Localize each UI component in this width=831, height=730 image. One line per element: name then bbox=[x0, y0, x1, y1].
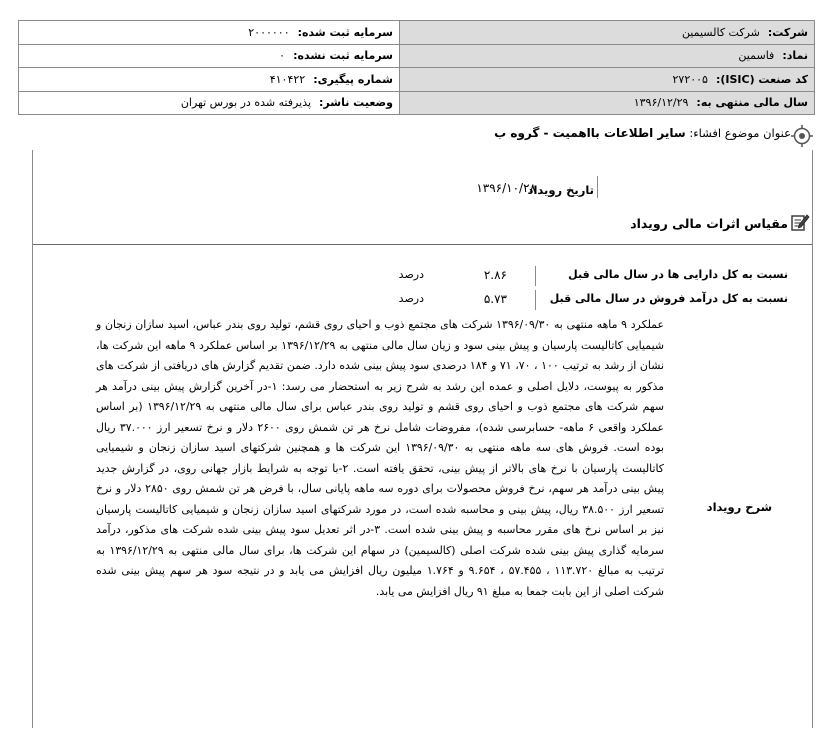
capital-unregistered-label: سرمایه ثبت نشده: bbox=[293, 49, 393, 63]
stat-divider bbox=[535, 266, 536, 286]
stat-unit: درصد bbox=[398, 268, 424, 281]
stat-label: نسبت به کل درآمد فروش در سال مالی قبل bbox=[549, 292, 788, 305]
stat-row-sales bbox=[33, 292, 812, 312]
stat-value: ۲.۸۶ bbox=[483, 268, 507, 282]
disclosure-subject bbox=[494, 126, 791, 140]
stat-label: نسبت به کل دارایی ها در سال مالی قبل bbox=[568, 268, 788, 281]
capital-unregistered-cell bbox=[19, 44, 400, 68]
company-label: شرکت: bbox=[767, 25, 808, 39]
symbol-value: فاسمین bbox=[738, 49, 775, 63]
date-divider bbox=[597, 176, 598, 198]
company-cell bbox=[400, 21, 815, 45]
symbol-cell bbox=[400, 44, 815, 68]
fiscal-year-cell bbox=[400, 91, 815, 115]
event-date-value: ۱۳۹۶/۱۰/۲۸ bbox=[476, 181, 536, 195]
financial-impact-title: مقیاس اثرات مالی رویداد bbox=[630, 216, 788, 231]
publisher-status-cell bbox=[19, 91, 400, 115]
fiscal-year-value: ۱۳۹۶/۱۲/۲۹ bbox=[633, 96, 689, 110]
stat-divider bbox=[535, 290, 536, 310]
stat-unit: درصد bbox=[398, 292, 424, 305]
subject-title: سایر اطلاعات بااهمیت - گروه ب bbox=[494, 126, 686, 140]
tracking-value: ۴۱۰۴۲۲ bbox=[269, 72, 306, 86]
publisher-status-value: پذیرفته شده در بورس تهران bbox=[180, 96, 312, 110]
stat-row-assets bbox=[33, 268, 812, 288]
section-divider bbox=[33, 244, 812, 245]
stat-value: ۵.۷۳ bbox=[483, 292, 507, 306]
isic-cell bbox=[400, 68, 815, 92]
capital-registered-value: ۲۰۰۰۰۰۰ bbox=[248, 25, 290, 39]
isic-label: کد صنعت (ISIC): bbox=[715, 72, 808, 86]
symbol-label: نماد: bbox=[782, 49, 808, 63]
target-icon[interactable] bbox=[791, 125, 813, 147]
company-info-table bbox=[18, 20, 815, 115]
fiscal-year-label: سال مالی منتهی به: bbox=[696, 96, 808, 110]
capital-unregistered-value: ۰ bbox=[279, 49, 286, 63]
edit-icon bbox=[790, 212, 810, 232]
event-description-label: شرح رویداد bbox=[706, 500, 772, 514]
tracking-cell bbox=[19, 68, 400, 92]
event-panel bbox=[32, 150, 813, 728]
subject-prefix: عنوان موضوع افشاء: bbox=[685, 126, 791, 140]
tracking-label: شماره پیگیری: bbox=[313, 72, 393, 86]
event-date-label: تاریخ رویداد bbox=[527, 183, 594, 197]
isic-value: ۲۷۲۰۰۵ bbox=[672, 72, 708, 86]
capital-registered-cell bbox=[19, 21, 400, 45]
company-value: شرکت کالسیمین bbox=[681, 25, 760, 39]
capital-registered-label: سرمایه ثبت شده: bbox=[297, 25, 393, 39]
publisher-status-label: وضعیت ناشر: bbox=[319, 96, 393, 110]
event-description-text: عملکرد ۹ ماهه منتهی به ۱۳۹۶/۰۹/۳۰ شرکت های مجتمع ذوب و احیای روی قشم، تولید روی بندر عباس، اسید سازان زنجان و شیمیایی کاتالیست پارسیان و پیش بینی سود و زیان سال مالی منتهی به ۱۳۹۶/۱۲/۲۹ بر اساس عملکرد ۹ ماهه این شرکت ها، نشان از رشد به ترتیب ۱۰۰ ، ۷۰، ۷۱ و ۱۸۴ درصدی سود پیش بینی شده دارد. ضمن تقدیم گزارش های دریافتی از شرکت های مذکور به پیوست، دلایل اصلی و عمده این رشد به شرح زیر به استحضار می رسد: ۱-در آخرین گزارش پیش بینی درآمد هر سهم شرکت های مجتمع ذوب و احیای روی قشم و تولید روی بندر عباس برای سال مالی منتهی به ۱۳۹۶/۱۲/۲۹ (بر اساس عملکرد واقعی ۶ ماهه- حسابرسی شده)، مفروضات شامل نرخ هر تن شمش روی ۲۶۰۰ دلار و نرخ تسعیر ارز ۳۷.۰۰۰ ریال بوده است. فروش های سه ماهه منتهی به ۱۳۹۶/۰۹/۳۰ این شرکت ها و همچنین شرکتهای اسید سازان زنجان و شیمیایی کاتالیست پارسیان با نرخ های بالاتر از پیش بینی، تحقق یافته است. ۲-با توجه به شرایط بازار جهانی روی، در گزارش جدید پیش بینی درآمد هر سهم، نرخ فروش محصولات برای دوره سه ماهه پایانی سال، با فرض هر تن شمش روی ۲۸۵۰ دلار و نرخ تسعیر ارز ۳۸.۵۰۰ ریال، پیش بینی و محاسبه شده است، در مورد شرکتهای اسید سازان زنجان و شیمیایی کاتالیست پارسیان نیز بر اساس نرخ های مقرر محاسبه و پیش بینی شده است. ۳-در اثر تعدیل سود پیش بینی شده شرکت های مذکور، درآمد سرمایه گذاری پیش بینی شده شرکت اصلی (کالسیمین) در سهام این شرکت ها، برای سال مالی منتهی به ۱۳۹۶/۱۲/۲۹ به ترتیب به مبالغ ۱۱۳.۷۲۰ ، ۵۷.۴۵۵ ، ۹.۶۵۴ و ۱.۷۶۴ میلیون ریال افزایش می یابد و در نتیجه سود هر سهم پیش بینی شده شرکت اصلی از این بابت جمعا به مبلغ ۹۱ ریال افزایش می یابد. bbox=[96, 318, 665, 598]
